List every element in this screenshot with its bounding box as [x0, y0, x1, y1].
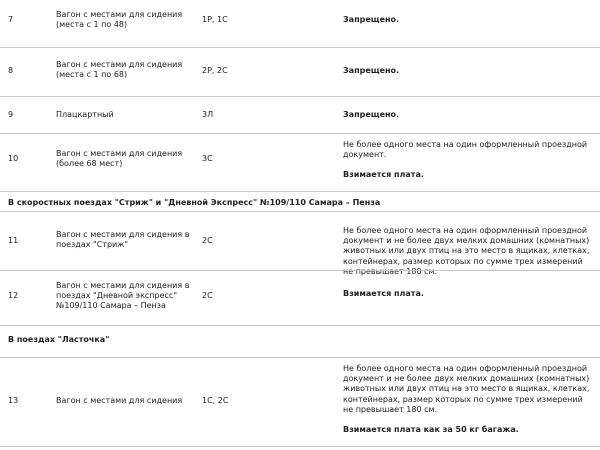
table-row: [0, 270, 600, 325]
row-number: 7: [8, 15, 14, 24]
car-type: Вагон с местами для сидения (места с 1 по 48): [56, 10, 183, 30]
table-row: [0, 133, 600, 191]
car-type: Плацкартный: [56, 110, 114, 119]
rule-block: [343, 364, 593, 435]
table-row: [0, 96, 600, 133]
rule-text: Запрещено.: [343, 66, 400, 75]
rule-text: Не более одного места на один оформленный проездной документ и не более двух мелких домашних (комнатных) животных или двух птиц на это место в ящиках, клетках, контейнерах, размер которых по сумме трех измерений не превышает 180 см.: [343, 226, 590, 276]
section-title: В поездах "Ласточка": [8, 335, 110, 344]
car-codes: 2С: [202, 236, 213, 245]
rule-block: [343, 140, 593, 181]
section-title: В скоростных поездах "Стриж" и "Дневной Экспресс" №109/110 Самара – Пенза: [8, 198, 381, 207]
table-bottom-border: [0, 446, 600, 450]
row-number: 8: [8, 66, 14, 75]
table-row: [0, 47, 600, 96]
row-number: 11: [8, 236, 19, 245]
section-header: [0, 191, 600, 211]
rule-text: Запрещено.: [343, 110, 400, 119]
car-codes: 2С: [202, 291, 213, 300]
rule-text: Запрещено.: [343, 15, 400, 24]
rule-text: Не более одного места на один оформленный проездной документ.: [343, 140, 588, 160]
table-row: [0, 357, 600, 450]
car-type: Вагон с местами для сидения в поездах "Стриж": [56, 230, 190, 250]
car-codes: 3С: [202, 154, 213, 163]
car-codes: 1С, 2С: [202, 396, 229, 405]
car-type: Вагон с местами для сидения (более 68 мест): [56, 149, 183, 169]
rule-text: Не более одного места на один оформленный проездной документ и не более двух мелких домашних (комнатных) животных или двух птиц на это место в ящиках, клетках, контейнерах, размер которых по сумме трех измерений не превышает 180 см.: [343, 364, 590, 414]
car-type: Вагон с местами для сидения (места с 1 по 68): [56, 60, 183, 80]
rule-block: [343, 289, 593, 299]
row-number: 13: [8, 396, 19, 405]
table-row: [0, 0, 600, 47]
row-number: 12: [8, 291, 19, 300]
car-codes: 1Р, 1С: [202, 15, 228, 24]
row-number: 10: [8, 154, 19, 163]
rule-fee: Взимается плата.: [343, 289, 424, 298]
car-codes: 3Л: [202, 110, 214, 119]
car-codes: 2Р, 2С: [202, 66, 228, 75]
car-type: Вагон с местами для сидения в поездах "Дневной экспресс" №109/110 Самара – Пенза: [56, 281, 190, 311]
table-row: [0, 211, 600, 276]
car-type: Вагон с местами для сидения: [56, 396, 183, 405]
rule-fee: Взимается плата как за 50 кг багажа.: [343, 425, 519, 435]
rule-fee: Взимается плата.: [343, 170, 424, 180]
section-header: [0, 325, 600, 357]
row-number: 9: [8, 110, 14, 119]
